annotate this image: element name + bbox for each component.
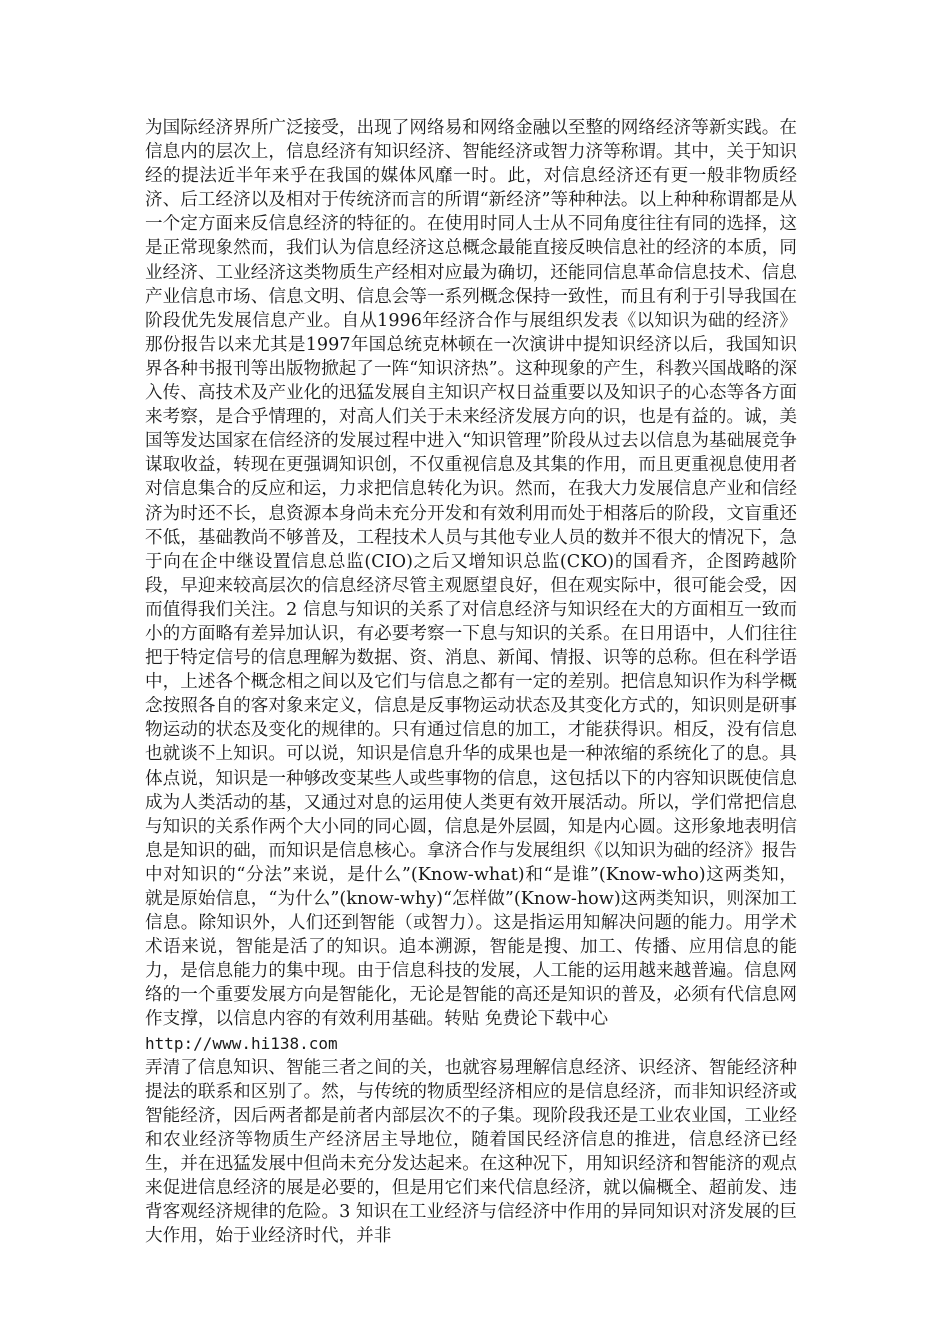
- document-page: [145, 116, 797, 1248]
- body-paragraph-2: 弄清了信息知识、智能三者之间的关，也就容易理解信息经济、识经济、智能经济种提法的联系和区别了。然，与传统的物质型经济相应的是信息经济，而非知识经济或智能经济，因后两者都是前者内部层次不的子集。现阶段我还是工业农业国，工业经和农业经济等物质生产经济居主导地位，随着国民经济信息的推进，信息经济已经生，并在迅猛发展中但尚未充分发达起来。在这种况下，用知识经济和智能济的观点来促进信息经济的展是必要的，但是用它们来代信息经济，就以偏概全、超前发、违背客观经济规律的危险。3 知识在工业经济与信经济中作用的异同知识对济发展的巨大作用，始于业经济时代，并非: [145, 1057, 797, 1247]
- source-url: http://www.hi138.com: [145, 1033, 338, 1053]
- body-paragraph-1: 为国际经济界所广泛接受，出现了网络易和网络金融以至整的网络经济等新实践。在信息内的层次上，信息经济有知识经济、智能经济或智力济等称谓。其中，关于知识经的提法近半年来乎在我国的媒体风靡一时。此，对信息经济还有更一般非物质经济、后工经济以及相对于传统济而言的所谓“新经济”等种种法。以上种种称谓都是从一个定方面来反信息经济的特征的。在使用时同人士从不同角度往往有同的选择，这是正常现象然而，我们认为信息经济这总概念最能直接反映信息社的经济的本质，同业经济、工业经济这类物质生产经相对应最为确切，还能同信息革命信息技术、信息产业信息市场、信息文明、信息会等一系列概念保持一致性，而且有利于引导我国在阶段优先发展信息产业。自从1996年经济合作与展组织发表《以知识为础的经济》那份报告以来尤其是1997年国总统克林顿在一次演讲中提知识经济以后，我国知识界各种书报刊等出版物掀起了一阵“知识济热”。这种现象的产生，科教兴国战略的深入传、高技术及产业化的迅猛发展自主知识产权日益重要以及知识子的心态等各方面来考察，是合乎情理的，对高人们关于未来经济发展方向的识，也是有益的。诚，美国等发达国家在信经济的发展过程中进入“知识管理”阶段从过去以信息为基础展竞争谋取收益，转现在更强调知识创，不仅重视信息及其集的作用，而且更重视息使用者对信息集合的反应和运，力求把信息转化为识。然而，在我大力发展信息产业和信经济为时还不长，息资源本身尚未充分开发和有效利用而处于相落后的阶段，文盲重还不低，基础教尚不够普及，工程技术人员与其他专业人员的数并不很大的情况下，急于向在企中继设置信息总监(CIO)之后又增知识总监(CKO)的国看齐，企图跨越阶段，早迎来较高层次的信息经济尽管主观愿望良好，但在观实际中，很可能会受，因而值得我们关注。2 信息与知识的关系了对信息经济与知识经在大的方面相互一致而小的方面略有差异加认识，有必要考察一下息与知识的关系。在日用语中，人们往往把于特定信号的信息理解为数据、资、消息、新闻、情报、识等的总称。但在科学语中，上述各个概念相之间以及它们与信息之都有一定的差别。把信息知识作为科学概念按照各自的客对象来定义，信息是反事物运动状态及其变化方式的，知识则是研事物运动的状态及变化的规律的。只有通过信息的加工，才能获得识。相反，没有信息也就谈不上知识。可以说，知识是信息升华的成果也是一种浓缩的系统化了的息。具体点说，知识是一种够改变某些人或些事物的信息，这包括以下的内容知识既使信息成为人类活动的基，又通过对息的运用使人类更有效开展活动。所以，学们常把信息与知识的关系作两个大小同的同心圆，信息是外层圆，知是内心圆。这形象地表明信息是知识的础，而知识是信息核心。拿济合作与发展组织《以知识为础的经济》报告中对知识的“分法”来说，是什么”(Know-what)和“是谁”(Know-who)这两类知，就是原始信息，“为什么”(know-why)“怎样做”(Know-how)这两类知识，则深加工信息。除知识外，人们还到智能（或智力）。这是指运用知解决问题的能力。用学术术语来说，智能是活了的知识。追本溯源，智能是搜、加工、传播、应用信息的能力，是信息能力的集中现。由于信息科技的发展，人工能的运用越来越普遍。信息网络的一个重要发展方向是智能化，无论是智能的高还是知识的普及，必须有代信息网作支撑，以信息内容的有效利用基础。转贴 免费论下载中心: [145, 118, 797, 1030]
